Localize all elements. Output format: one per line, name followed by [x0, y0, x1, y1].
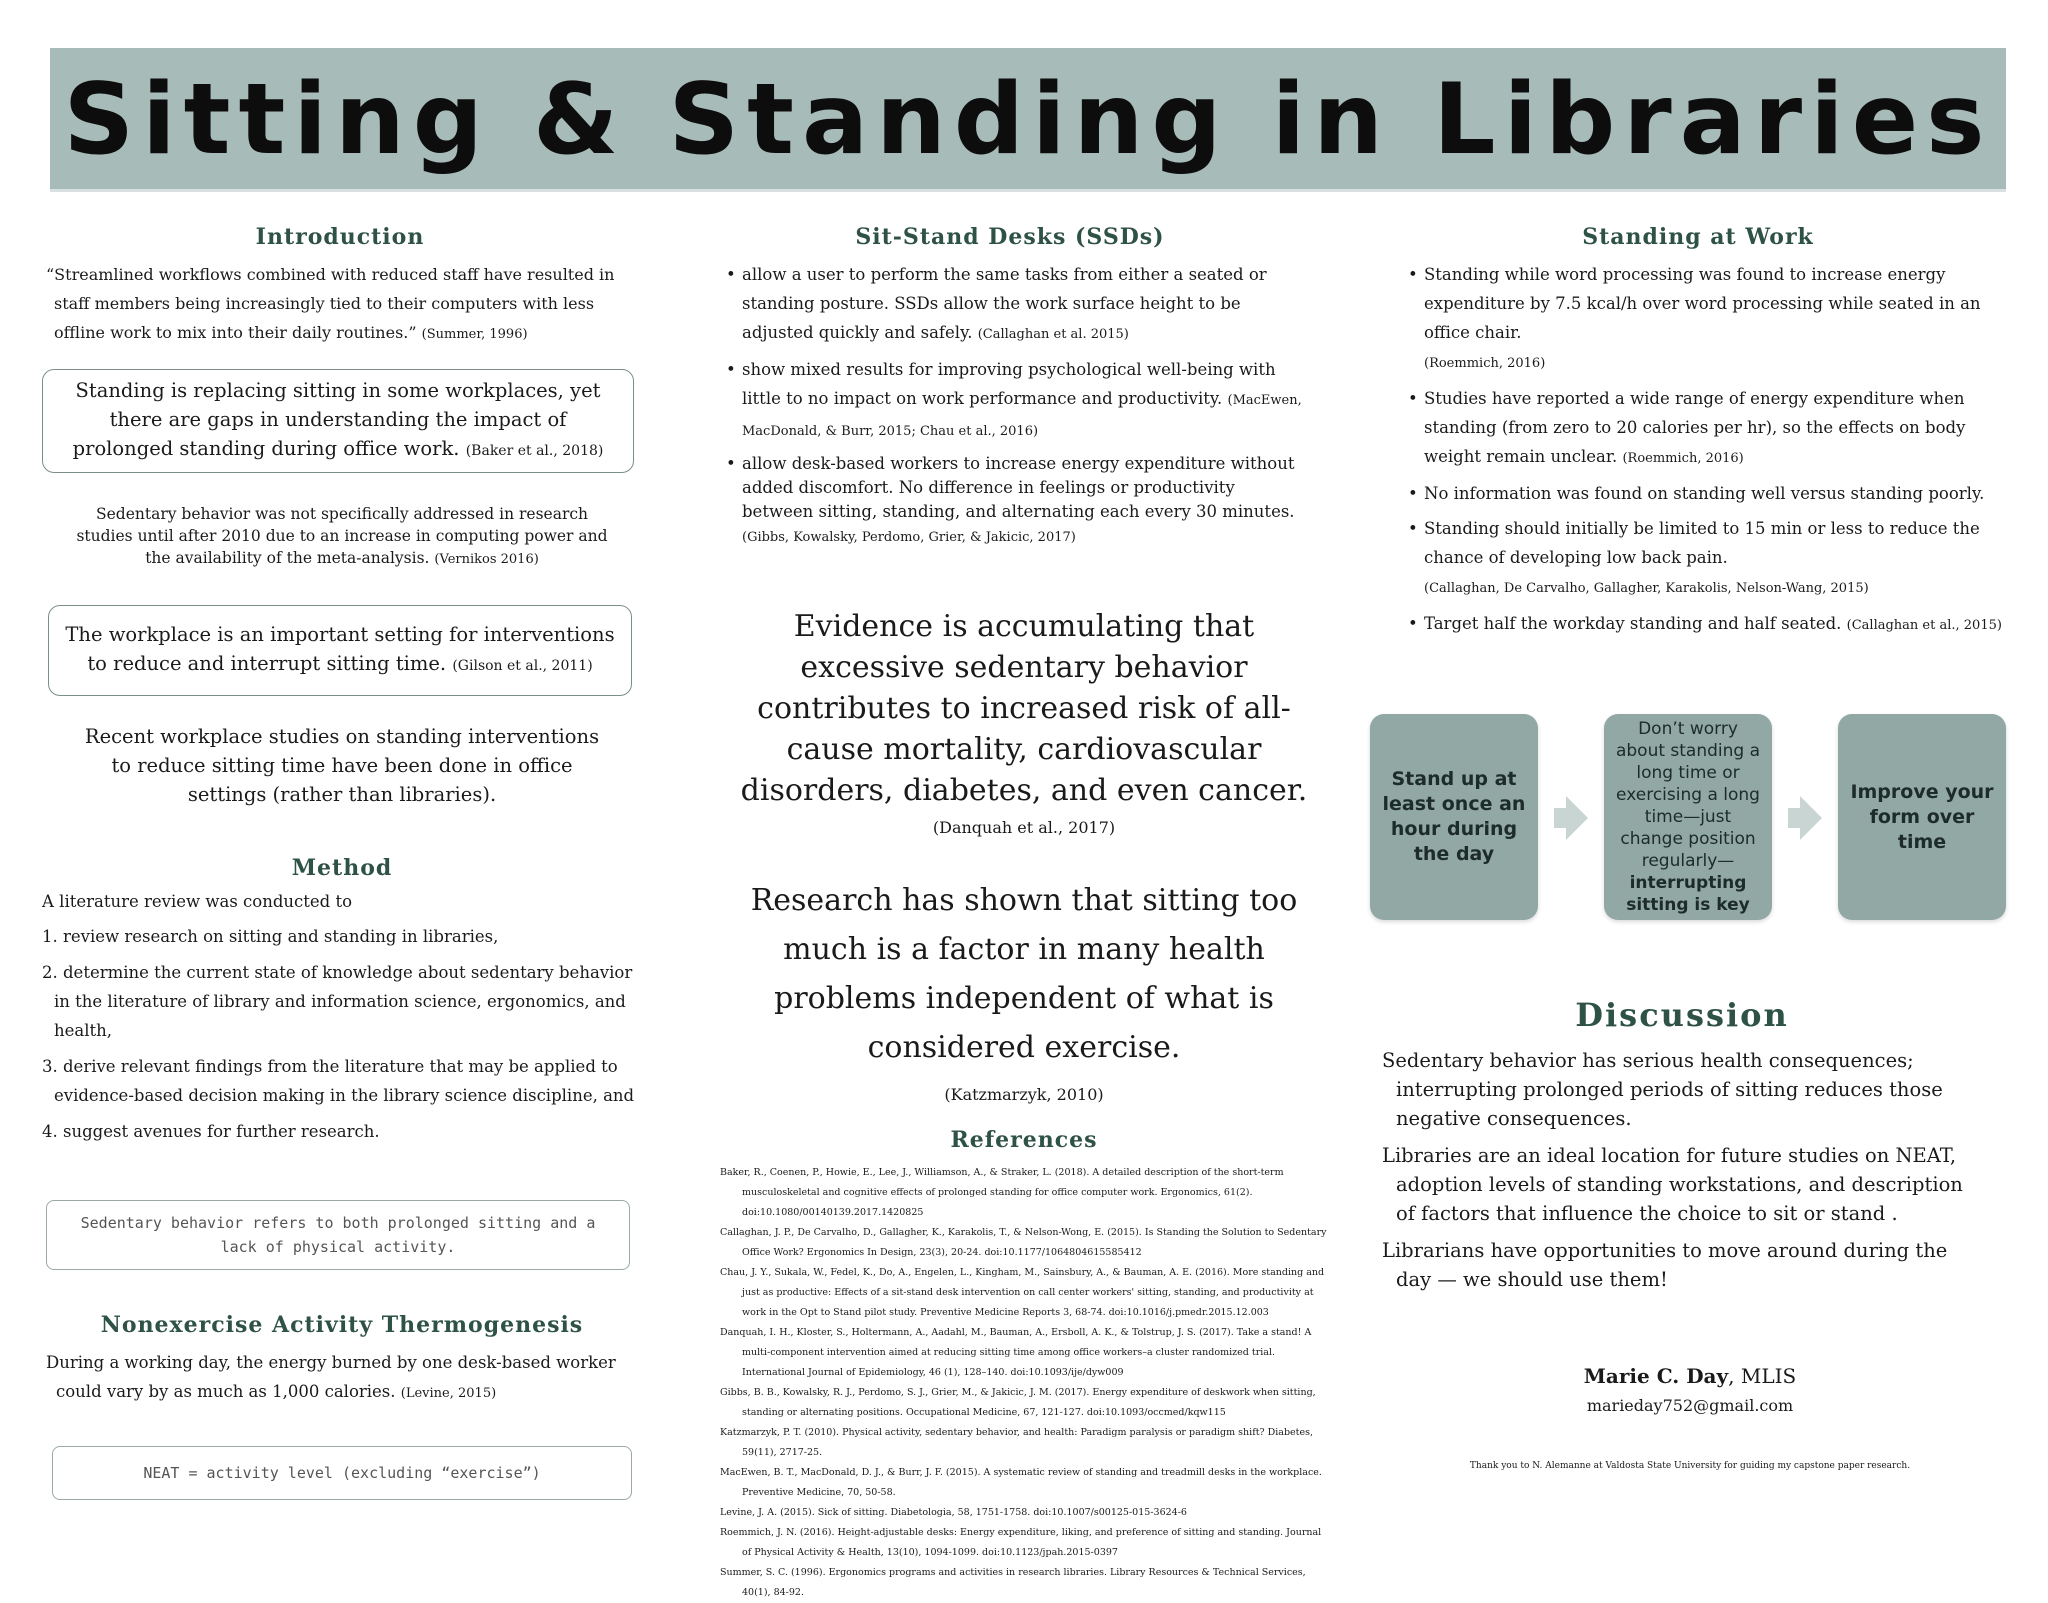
method-step: 3. derive relevant findings from the literature that may be applied to evidence-based decision making in the library science discipline, and: [42, 1057, 635, 1105]
reference-item: Roemmich, J. N. (2016). Height-adjustable desks: Energy expenditure, liking, and preference of sitting and standing. Journal of Physical Activity & Health, 13(10), 1094-1099. doi:10.1123/jpah.2015-0397: [720, 1527, 1322, 1558]
references-list: [720, 1163, 1328, 1603]
flow-arrow-icon: [1800, 796, 1822, 840]
recent-studies: Recent workplace studies on standing interventions to reduce sitting time have been done in office settings (rather than libraries).: [84, 725, 600, 806]
method-step: 2. determine the current state of knowledge about sedentary behavior in the literature of library and information science, ergonomics, and health,: [42, 963, 633, 1040]
ssd-list: [720, 260, 1310, 550]
intro-quote: “Streamlined workflows combined with reduced staff have resulted in staff members being increasingly tied to their computers with less offline work to mix into their daily routines.” (Summer, 1996): [46, 265, 615, 342]
reference-item: Summer, S. C. (1996). Ergonomics programs and activities in research libraries. Library Resources & Technical Services, 40(1), 84-92.: [720, 1567, 1306, 1598]
reference-item: MacEwen, B. T., MacDonald, D. J., & Burr, J. F. (2015). A systematic review of standing and treadmill desks in the workplace. Preventive Medicine, 70, 50-58.: [720, 1467, 1322, 1498]
ssd-item: • allow desk-based workers to increase energy expenditure without added discomfort. No difference in feelings or productivity between sitting, standing, and alternating each every 30 minutes. (Gibbs, Kowalsky, Perdomo, Grier, & Jakicic, 2017): [724, 452, 1310, 550]
flow-step-interrupt: Don’t worry about standing a long time or exercising a long time—just change position regularly— interrupting sitting is key: [1604, 714, 1772, 920]
standing-item: • No information was found on standing well versus standing poorly.: [1406, 479, 2010, 508]
title-banner: [50, 48, 2006, 192]
reference-item: Chau, J. Y., Sukala, W., Fedel, K., Do, A., Engelen, L., Kingham, M., Sainsbury, A., & Bauman, A. E. (2016). More standing and just as productive: Effects of a sit-stand desk intervention on call center workers' sitting, standing, and productivity at work in the Opt to Stand pilot study. Preventive Medicine Reports 3, 68-74. doi:10.1016/j.pmedr.2015.12.003: [720, 1267, 1325, 1318]
reference-item: Katzmarzyk, P. T. (2010). Physical activity, sedentary behavior, and health: Paradigm paralysis or paradigm shift? Diabetes, 59(11), 2717-25.: [720, 1427, 1314, 1458]
author-email: marieday752@gmail.com: [1586, 1396, 1794, 1415]
author-name: Marie C. Day, MLIS: [1583, 1364, 1797, 1388]
method-step: 4. suggest avenues for further research.: [42, 1122, 380, 1141]
right-column: [1380, 224, 2020, 646]
standing-list: [1380, 260, 2010, 640]
ssd-item: • show mixed results for improving psychological well-being with little to no impact on work performance and productivity. (MacEwen, MacDonald, & Burr, 2015; Chau et al., 2016): [724, 355, 1310, 446]
ssd-item: • allow a user to perform the same tasks from either a seated or standing posture. SSDs allow the work surface height to be adjusted quickly and safely. (Callaghan et al. 2015): [724, 260, 1310, 349]
standing-item: • Standing while word processing was found to increase energy expenditure by 7.5 kcal/h over word processing while seated in an office chair. (Roemmich, 2016): [1406, 260, 2010, 378]
ssd-heading: Sit-Stand Desks (SSDs): [855, 224, 1165, 250]
method-step: 1. review research on sitting and standing in libraries,: [42, 927, 499, 946]
reference-item: Danquah, I. H., Kloster, S., Holtermann, A., Aadahl, M., Bauman, A., Ersboll, A. K., & Tolstrup, J. S. (2017). Take a stand! A multi-component intervention aimed at reducing sitting time among office workers–a cluster randomized trial. International Journal of Epidemiology, 46 (1), 128–140. doi:10.1093/ije/dyw009: [720, 1327, 1312, 1378]
callout-workplace: The workplace is an important setting for interventions to reduce and interrupt sitting time. (Gilson et al., 2011): [48, 605, 632, 696]
definition-box: Sedentary behavior refers to both prolonged sitting and a lack of physical activity.: [46, 1200, 630, 1270]
method-lead: A literature review was conducted to: [42, 892, 353, 911]
discussion-p3: Librarians have opportunities to move around during the day — we should use them!: [1382, 1239, 1948, 1291]
neat-formula-box: NEAT = activity level (excluding “exercise”): [52, 1446, 632, 1500]
standing-item: • Standing should initially be limited to 15 min or less to reduce the chance of developing low back pain. (Callaghan, De Carvalho, Gallagher, Karakolis, Nelson-Wang, 2015): [1406, 514, 2010, 603]
callout-standing-gaps: Standing is replacing sitting in some workplaces, yet there are gaps in understanding the impact of prolonged standing during office work. (Baker et al., 2018): [42, 369, 634, 473]
reference-item: Levine, J. A. (2015). Sick of sitting. Diabetologia, 58, 1751-1758. doi:10.1007/s00125-015-3624-6: [720, 1507, 1187, 1518]
flow-step-improve-form: Improve your form over time: [1838, 714, 2006, 920]
flow-step-stand-up: Stand up at least once an hour during the day: [1370, 714, 1538, 920]
left-column: [42, 224, 642, 1500]
discussion-heading: Discussion: [1575, 996, 1789, 1034]
discussion-p2: Libraries are an ideal location for future studies on NEAT, adoption levels of standing workstations, and description of factors that influence the choice to sit or stand .: [1382, 1144, 1963, 1225]
poster-title: Sitting & Standing in Libraries: [63, 63, 1993, 177]
neat-heading: Nonexercise Activity Thermogenesis: [100, 1312, 584, 1338]
evidence-quote: Evidence is accumulating that excessive sedentary behavior contributes to increased risk of all-cause mortality, cardiovascular disorders, diabetes, and even cancer. (Danquah et al., 2017): [740, 609, 1308, 837]
discussion-section: [1382, 996, 1982, 1294]
discussion-p1: Sedentary behavior has serious health consequences; interrupting prolonged periods of sitting reduces those negative consequences.: [1382, 1049, 1943, 1130]
author-block: [1380, 1364, 2000, 1471]
sedentary-history: Sedentary behavior was not specifically addressed in research studies until after 2010 due to an increase in computing power and the availability of the meta-analysis. (Vernikos 2016): [76, 505, 608, 567]
acknowledgment: Thank you to N. Alemanne at Valdosta State University for guiding my capstone paper research.: [1469, 1461, 1911, 1471]
reference-item: Baker, R., Coenen, P., Howie, E., Lee, J., Williamson, A., & Straker, L. (2018). A detailed description of the short-term musculoskeletal and cognitive effects of prolonged standing for office computer work. Ergonomics, 61(2). doi:10.1080/00140139.2017.1420825: [720, 1167, 1284, 1218]
research-quote: Research has shown that sitting too much is a factor in many health problems independent of what is considered exercise. (Katzmarzyk, 2010): [750, 883, 1298, 1104]
standing-item: • Studies have reported a wide range of energy expenditure when standing (from zero to 20 calories per hr), so the effects on body weight remain unclear. (Roemmich, 2016): [1406, 384, 2010, 473]
standing-heading: Standing at Work: [1582, 224, 1814, 250]
method-heading: Method: [291, 855, 393, 881]
neat-text: During a working day, the energy burned by one desk-based worker could vary by as much as 1,000 calories. (Levine, 2015): [46, 1353, 616, 1401]
method-steps: [42, 922, 642, 1146]
advice-flow: [1368, 714, 2008, 920]
intro-heading: Introduction: [255, 224, 425, 250]
standing-item: • Target half the workday standing and half seated. (Callaghan et al., 2015): [1406, 609, 2010, 640]
references-heading: References: [950, 1127, 1098, 1153]
reference-item: Callaghan, J. P., De Carvalho, D., Gallagher, K., Karakolis, T., & Nelson-Wong, E. (2015). Is Standing the Solution to Sedentary Office Work? Ergonomics In Design, 23(3), 20-24. doi:10.1177/1064804615585412: [720, 1227, 1327, 1258]
flow-arrow-icon: [1566, 796, 1588, 840]
middle-column: [720, 224, 1328, 1603]
reference-item: Gibbs, B. B., Kowalsky, R. J., Perdomo, S. J., Grier, M., & Jakicic, J. M. (2017). Energy expenditure of deskwork when sitting, standing or alternating positions. Occupational Medicine, 67, 121-127. doi:10.1093/occmed/kqw115: [720, 1387, 1316, 1418]
